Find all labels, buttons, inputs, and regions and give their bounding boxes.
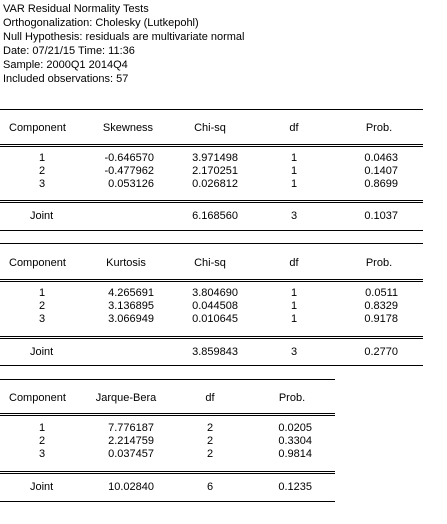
table-rule: [0, 379, 335, 380]
table-row: [0, 152, 423, 165]
table-header-row: [0, 257, 423, 270]
column-header: Prob.: [278, 392, 306, 404]
joint-row: [0, 346, 423, 359]
cell-df: 2: [206, 435, 214, 447]
table-rule: [0, 146, 423, 147]
header-title: VAR Residual Normality Tests: [3, 3, 149, 15]
column-header: Chi-sq: [194, 257, 226, 269]
cell-prob: 0.9178: [364, 313, 398, 325]
table-header-row: [0, 392, 335, 405]
cell-df: 1: [290, 300, 298, 312]
cell-prob: 0.1037: [364, 210, 398, 222]
table-row: [0, 178, 423, 191]
header-observations: Included observations: 57: [3, 73, 129, 85]
cell-chisq: 6.168560: [192, 210, 238, 222]
table-row: [0, 300, 423, 313]
column-header: Chi-sq: [194, 122, 226, 134]
cell-component: 1: [38, 422, 46, 434]
joint-row: [0, 210, 423, 223]
cell-component: 3: [38, 313, 46, 325]
header-orthogonalization: Orthogonalization: Cholesky (Lutkepohl): [3, 17, 199, 29]
table-rule: [0, 501, 335, 502]
cell-prob: 0.9814: [278, 448, 312, 460]
table-rule: [0, 243, 423, 244]
cell-component: 1: [38, 287, 46, 299]
cell-jarque-bera: 7.776187: [108, 422, 154, 434]
cell-jarque-bera: 2.214759: [108, 435, 154, 447]
table-rule: [0, 279, 423, 280]
cell-component: 1: [38, 152, 46, 164]
column-header: df: [205, 392, 215, 404]
column-header: Prob.: [365, 257, 393, 269]
cell-df: 1: [290, 165, 298, 177]
cell-df: 3: [290, 346, 298, 358]
cell-chisq: 0.026812: [192, 178, 238, 190]
table-rule: [0, 338, 423, 339]
table-rule: [0, 415, 335, 416]
cell-kurtosis: 4.265691: [108, 287, 154, 299]
cell-kurtosis: 3.136895: [108, 300, 154, 312]
cell-jarque-bera: 10.02840: [108, 481, 154, 493]
cell-chisq: 0.010645: [192, 313, 238, 325]
cell-prob: 0.8699: [364, 178, 398, 190]
column-header: Component: [9, 257, 66, 269]
cell-prob: 0.0463: [364, 152, 398, 164]
table-rule: [0, 109, 423, 110]
cell-skewness: -0.477962: [104, 165, 154, 177]
cell-df: 1: [290, 178, 298, 190]
table-header-row: [0, 122, 423, 135]
cell-prob: 0.0511: [365, 287, 398, 299]
cell-skewness: 0.053126: [108, 178, 154, 190]
cell-joint-label: Joint: [30, 481, 54, 493]
table-row: [0, 422, 335, 435]
cell-joint-label: Joint: [30, 210, 54, 222]
table-rule: [0, 471, 335, 472]
cell-chisq: 3.859843: [192, 346, 238, 358]
cell-skewness: -0.646570: [104, 152, 154, 164]
cell-prob: 0.3304: [278, 435, 312, 447]
cell-prob: 0.8329: [364, 300, 398, 312]
cell-chisq: 3.804690: [192, 287, 238, 299]
cell-chisq: 2.170251: [192, 165, 238, 177]
cell-df: 1: [290, 313, 298, 325]
header-date-time: Date: 07/21/15 Time: 11:36: [3, 45, 135, 57]
cell-df: 1: [290, 287, 298, 299]
header-null-hypothesis: Null Hypothesis: residuals are multivariate normal: [3, 31, 245, 43]
cell-chisq: 3.971498: [192, 152, 238, 164]
cell-df: 1: [290, 152, 298, 164]
cell-joint-label: Joint: [30, 346, 54, 358]
joint-row: [0, 481, 335, 494]
table-row: [0, 313, 423, 326]
table-rule: [0, 336, 423, 337]
cell-chisq: 0.044508: [192, 300, 238, 312]
column-header: df: [289, 257, 299, 269]
cell-jarque-bera: 0.037457: [108, 448, 154, 460]
table-rule: [0, 281, 423, 282]
table-rule: [0, 473, 335, 474]
cell-df: 6: [206, 481, 214, 493]
cell-component: 2: [38, 435, 46, 447]
cell-prob: 0.1235: [278, 481, 312, 493]
table-row: [0, 287, 423, 300]
header-sample: Sample: 2000Q1 2014Q4: [3, 59, 128, 71]
cell-df: 3: [290, 210, 298, 222]
column-header: Jarque-Bera: [95, 392, 157, 404]
table-rule: [0, 202, 423, 203]
cell-kurtosis: 3.066949: [108, 313, 154, 325]
column-header: Kurtosis: [106, 257, 146, 269]
table-rule: [0, 413, 335, 414]
column-header: Prob.: [365, 122, 393, 134]
cell-component: 3: [38, 178, 46, 190]
test-header: [3, 2, 244, 86]
table-rule: [0, 144, 423, 145]
table-row: [0, 448, 335, 461]
column-header: df: [289, 122, 299, 134]
table-rule: [0, 365, 423, 366]
cell-df: 2: [206, 422, 214, 434]
table-row: [0, 435, 335, 448]
column-header: Skewness: [102, 122, 154, 134]
cell-component: 3: [38, 448, 46, 460]
table-rule: [0, 230, 423, 231]
table-rule: [0, 200, 423, 201]
table-row: [0, 165, 423, 178]
cell-component: 2: [38, 165, 46, 177]
column-header: Component: [9, 122, 66, 134]
cell-prob: 0.1407: [364, 165, 398, 177]
cell-prob: 0.2770: [364, 346, 398, 358]
cell-component: 2: [38, 300, 46, 312]
column-header: Component: [9, 392, 66, 404]
cell-prob: 0.0205: [278, 422, 312, 434]
cell-df: 2: [206, 448, 214, 460]
